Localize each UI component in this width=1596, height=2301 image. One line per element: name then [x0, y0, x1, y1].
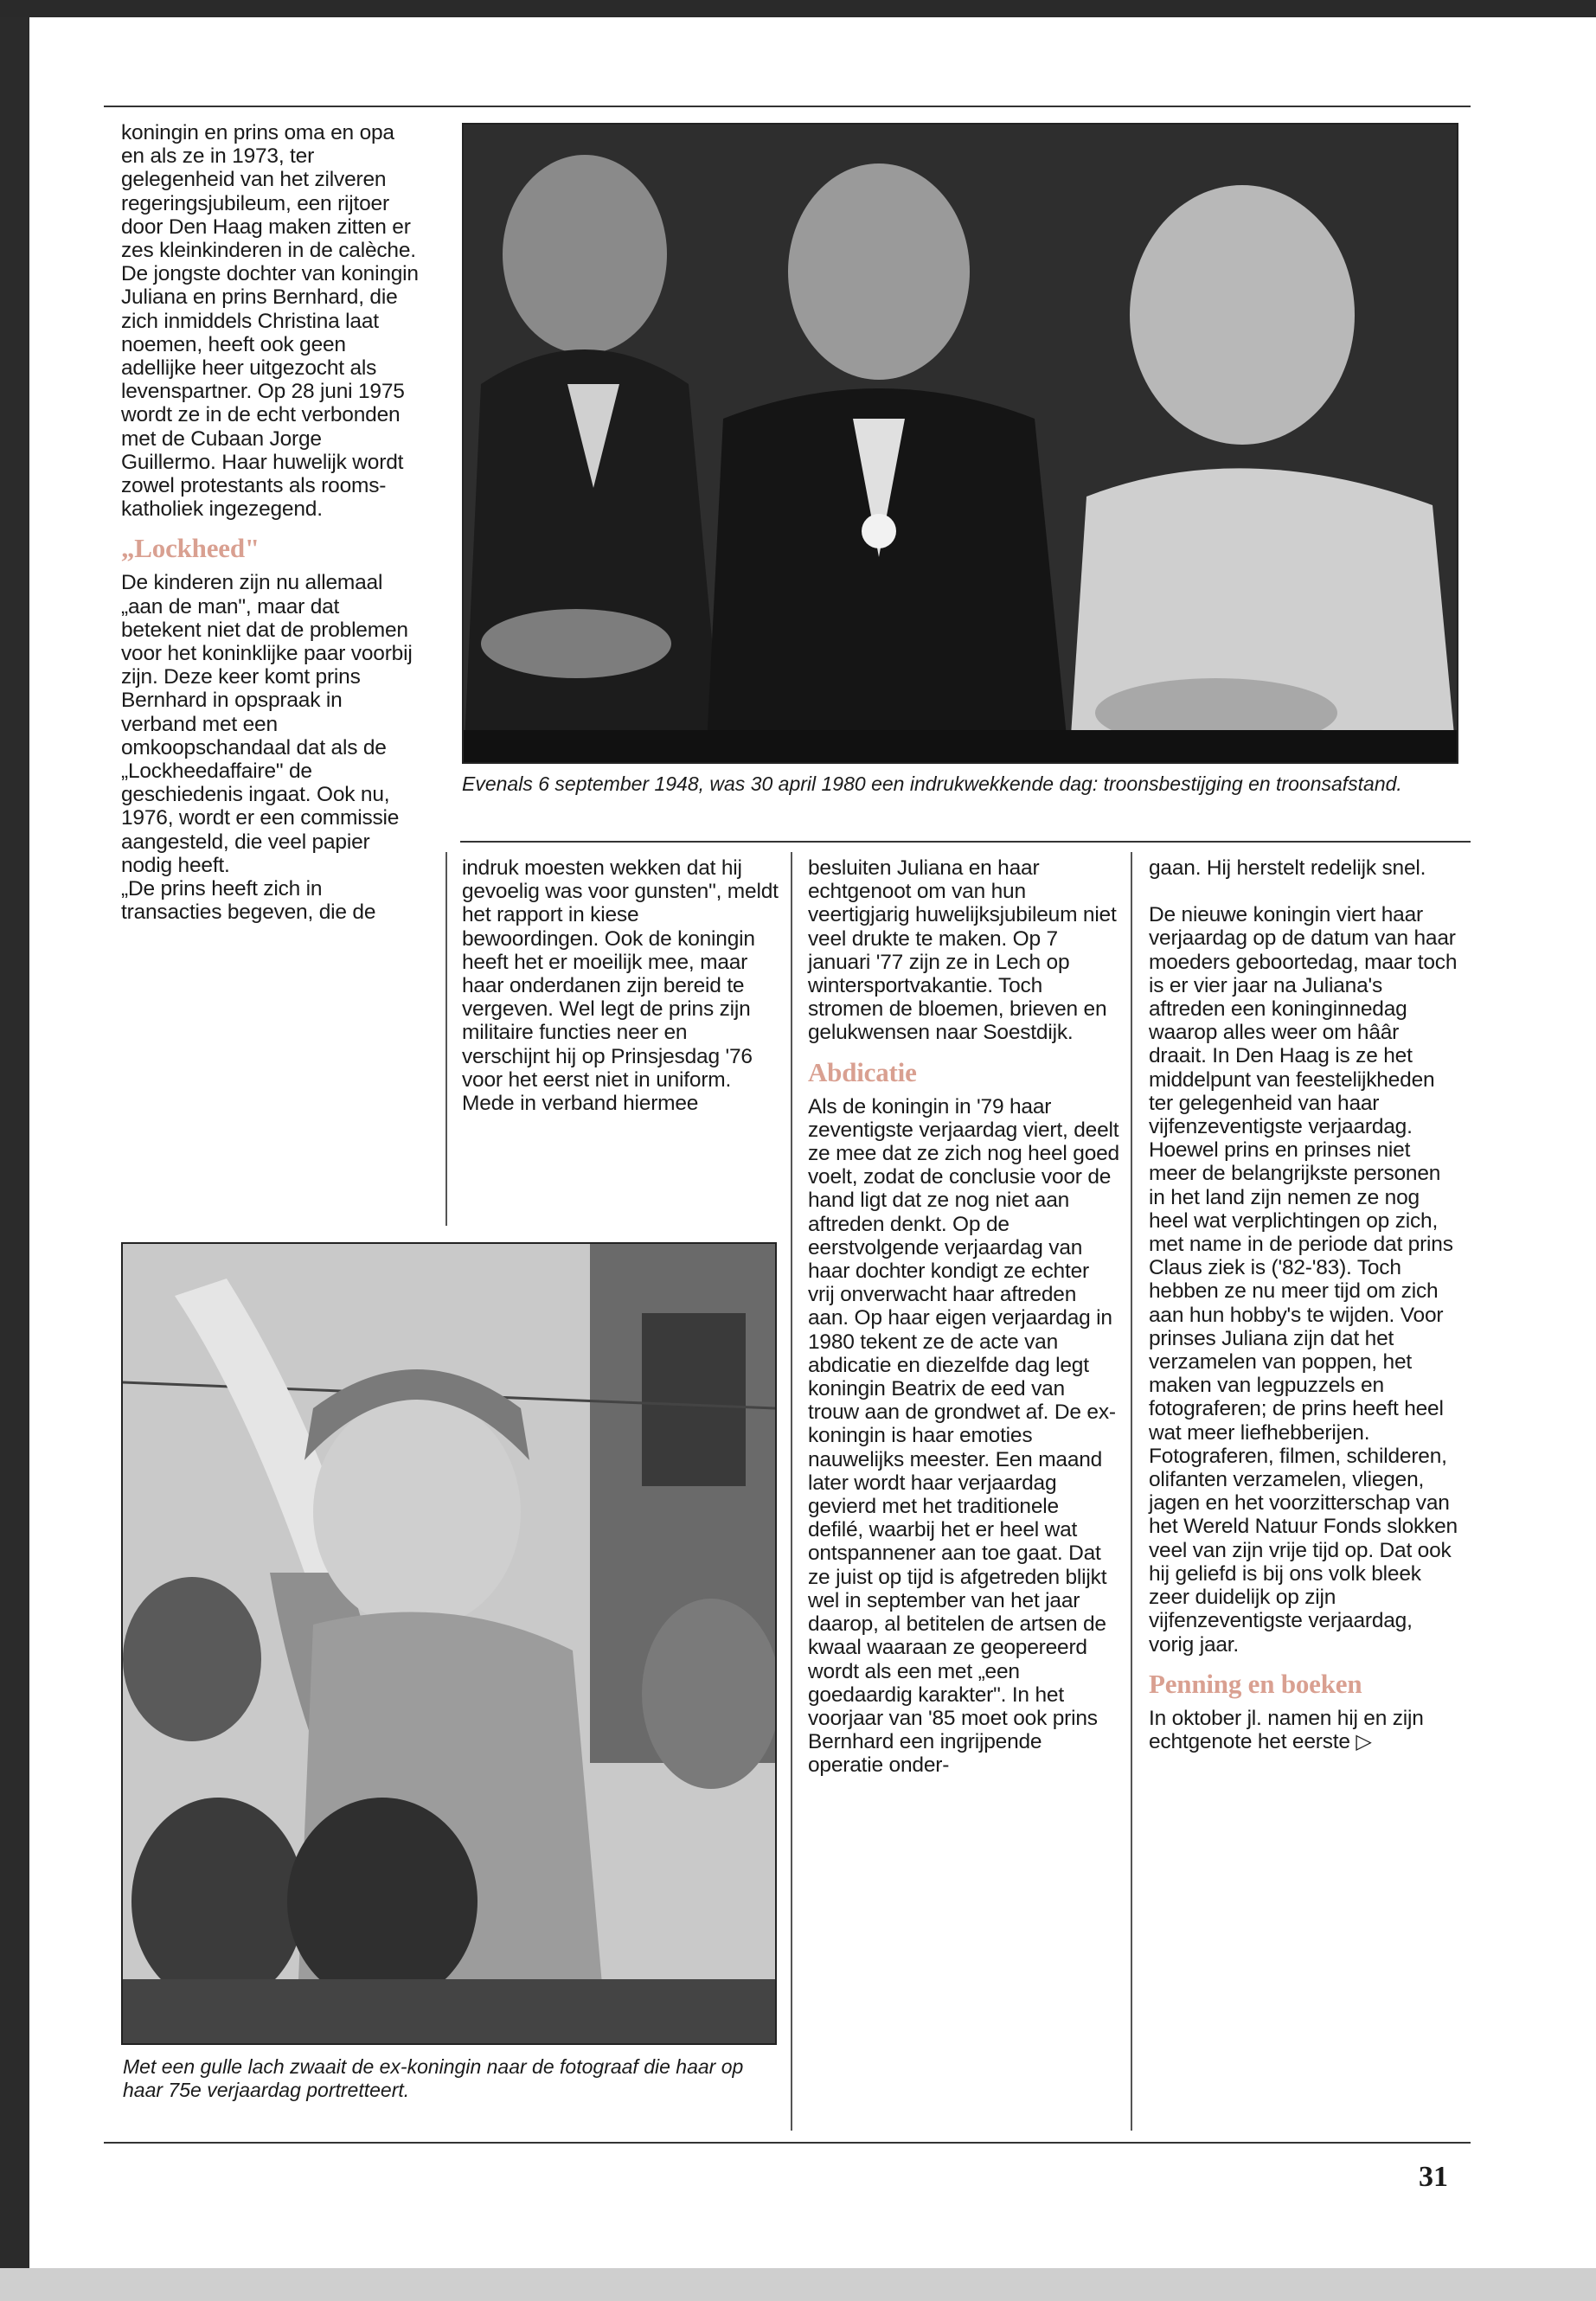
- col1-paragraph-4: „De prins heeft zich in transacties begeven, die de: [121, 877, 376, 925]
- top-border: [0, 0, 1596, 17]
- col4-paragraph-1: gaan. Hij herstelt redelijk snel.: [1149, 856, 1426, 880]
- col4-paragraph-3: Hoewel prins en prinses niet meer de belangrijkste personen in het land zijn nemen ze nog heel wat verplichtingen op zich, met name in de periode dat prins Claus ziek is ('82-'83). Toch hebben ze nu meer tijd om zich aan hun hobby's te wijden. Voor prinses Juliana zijn dat het verzamelen van poppen, het maken van legpuzzels en fotograferen; de prins heeft heel wat meer liefhebberijen. Fotograferen, filmen, schilderen, olifanten verzamelen, vliegen, jagen en het voorzitterschap van het Wereld Natuur Fonds slokken veel van zijn vrije tijd op. Dat ook hij geliefd is bij ons volk bleek zeer duidelijk op zijn vijfenzeventigste verjaardag, vorig jaar.: [1149, 1138, 1458, 1657]
- continue-arrow-icon: ▷: [1356, 1729, 1372, 1753]
- col4-paragraph-4-text: In oktober jl. namen hij en zijn echtgenote het eerste: [1149, 1706, 1424, 1753]
- col4-paragraph-2: De nieuwe koningin viert haar verjaardag op de datum van haar moeders geboortedag, maar toch is er vier jaar na Juliana's aftreden een koninginnedag waarop alles weer om hââr draait. In Den Haag is ze het middelpunt van feestelijkheden ter gelegenheid van haar vijfenzeventigste verjaardag.: [1149, 903, 1458, 1139]
- caption-bottom: Met een gulle lach zwaait de ex-koningin naar de fotograaf die haar op haar 75e verjaardag portretteert.: [123, 2055, 744, 2101]
- heading-lockheed: „Lockheed": [121, 533, 260, 564]
- col2-paragraph-2: Mede in verband hiermee: [462, 1092, 699, 1116]
- column-1: [121, 121, 422, 925]
- mid-rule: [460, 841, 1471, 843]
- heading-abdicatie: Abdicatie: [808, 1056, 917, 1087]
- col3-paragraph-2: Als de koningin in '79 haar zeventigste verjaardag viert, deelt ze mee dat ze zich nog heel goed voelt, zodat de conclusie voor de hand ligt dat ze nog niet aan aftreden denkt. Op de eerstvolgende verjaardag van haar dochter kondigt ze echter vrij onverwacht haar aftreden aan. Op haar eigen verjaardag in 1980 tekent ze de acte van abdicatie en diezelfde dag legt koningin Beatrix de eed van trouw aan de grondwet af. De ex-koningin is haar emoties nauwelijks meester. Een maand later wordt haar verjaardag gevierd met het traditionele defilé, waarbij het er heel wat ontspannener aan toe gaat. Dat ze juist op tijd is afgetreden blijkt wel in september van het jaar daarop, al betitelen de artsen de kwaal waaraan ze geopereerd wordt als een met „een goedaardig karakter". In het voorjaar van '85 moet ook prins Bernhard een ingrijpende operatie onder-: [808, 1094, 1119, 1778]
- column-4: [1149, 856, 1460, 1753]
- col4-paragraph-4: [1149, 1707, 1460, 1753]
- col1-paragraph-3: De kinderen zijn nu allemaal „aan de man", maar dat betekent niet dat de problemen voor het koninklijke paar voorbij zijn. Deze keer komt prins Bernhard in opspraak in verband met een omkoopschandaal dat als de „Lockheedaffaire" de geschiedenis ingaat. Ook nu, 1976, wordt er een commissie aangesteld, die veel papier nodig heeft.: [121, 571, 413, 877]
- header-rule: [104, 106, 1471, 107]
- column-3: [808, 856, 1119, 1778]
- column-divider-2: [791, 852, 792, 2131]
- footer-rule: [104, 2142, 1471, 2144]
- col1-paragraph-2: De jongste dochter van koningin Juliana en prins Bernhard, die zich inmiddels Christina laat noemen, heeft ook geen adellijke heer uitgezocht als levenspartner. Op 28 juni 1975 wordt ze in de echt verbonden met de Cubaan Jorge Guillermo. Haar huwelijk wordt zowel protestants als rooms-katholiek ingezegend.: [121, 262, 419, 522]
- col3-paragraph-1: besluiten Juliana en haar echtgenoot om van hun veertigjarig huwelijksjubileum niet veel drukte te maken. Op 7 januari '77 zijn ze in Lech op wintersportvakantie. Toch stromen de bloemen, brieven en gelukwensen naar Soestdijk.: [808, 856, 1117, 1045]
- col1-paragraph-1: koningin en prins oma en opa en als ze in 1973, ter gelegenheid van het zilveren regeringsjubileum, een rijtoer door Den Haag maken zitten er zes kleinkinderen in de calèche.: [121, 121, 416, 263]
- column-2: [462, 856, 780, 1115]
- caption-top: Evenals 6 september 1948, was 30 april 1980 een indrukwekkende dag: troonsbestijging en troonsafstand.: [462, 772, 1402, 795]
- person-left: [503, 155, 667, 354]
- heading-penning-en-boeken: Penning en boeken: [1149, 1668, 1362, 1699]
- column-divider-1: [445, 852, 447, 1226]
- col2-paragraph-1: indruk moesten wekken dat hij gevoelig was voor gunsten", meldt het rapport in kiese bewoordingen. Ook de koningin heeft het er moeilijk mee, maar haar onderdanen zijn bereid te vergeven. Wel legt de prins zijn militaire functies neer en verschijnt hij op Prinsjesdag '76 voor het eerst niet in uniform.: [462, 856, 779, 1092]
- page-number: 31: [1419, 2161, 1448, 2193]
- photo-waving-ex-queen: [121, 1242, 777, 2045]
- person-middle: [788, 163, 970, 380]
- column-divider-3: [1131, 852, 1132, 2131]
- bottom-scan-edge: [0, 2268, 1596, 2301]
- photo-royal-trio: [462, 123, 1458, 764]
- person-right: [1130, 185, 1355, 445]
- left-scan-edge: [0, 17, 29, 2301]
- woman-head: [313, 1395, 521, 1629]
